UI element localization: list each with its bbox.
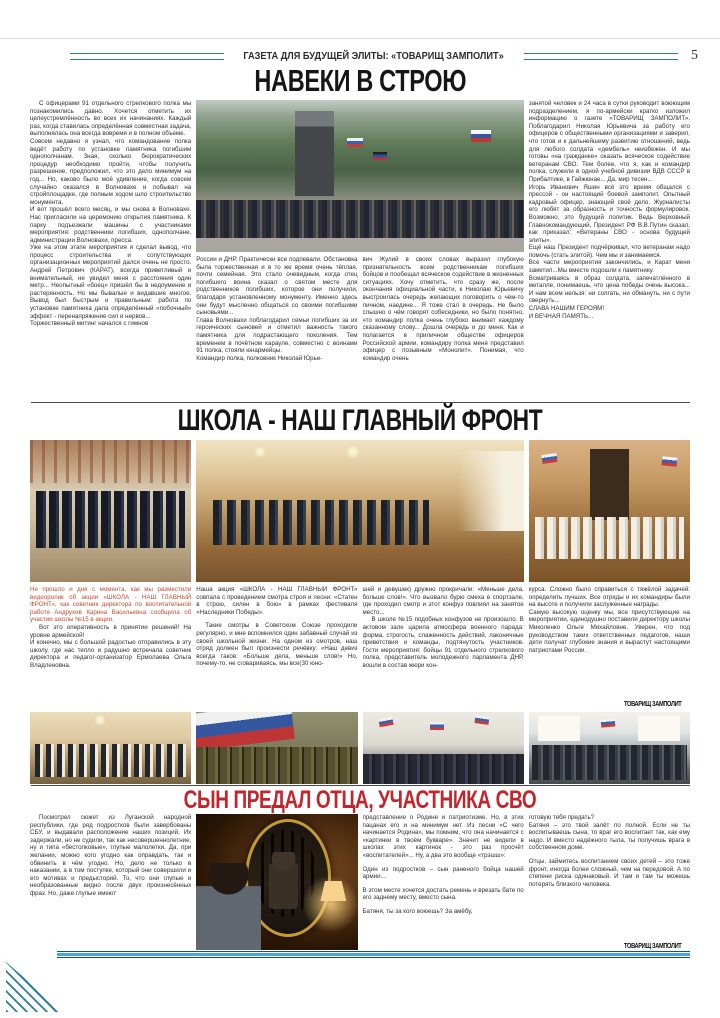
paragraph: занятой человек и 24 часа в сутки руководит воюющим подразделением, я по-армейски кратко изложил информацию о газете «ТОВАРИЩ ЗАМПОЛИТ». Поблагодарил Николая Юрьевича за работу его офицеров с общественными организациями и заверил, что готов и к дальнейшему развитию отношений, ведь для любого солдата «дембель» неизбежен. И мы готовы «на гражданке» оказать всяческое содействие ветеранам СВО. Тем более, что я, как и командир полка, служили в одной учебной дивизии ВДВ СССР в Прибалтике, в Гайжюнае... Да, мир тесен... bbox=[528, 100, 690, 183]
photo-school-gym-lineup bbox=[30, 440, 191, 582]
russia-flag bbox=[475, 715, 490, 725]
photo-crowd-with-flags bbox=[363, 712, 524, 784]
paragraph: Отцы, займитесь воспитанием своих детей – это тоже фронт, иногда более сложный, чем на передовой. А по степени риска одинаковый. И там и там ты можешь потерять близкого человека. bbox=[528, 857, 690, 888]
paragraph: Батяня – это твой залёт по полной. Если не ты воспитываешь сына, то враг его воспитает так, как ему надо. И вместо надёжного тыла, ты получишь врага в собственном доме. bbox=[528, 821, 690, 852]
paragraph: В школе №15 подобных конфузов не произошло. В актовом зале царила атмосфера военного парада: форма, строгость, слаженность действий, лаконичные приветствия и команды, подтянутость участников. Гости мероприятия: бойцы 91 отдельного стрелкового полка, представитель молодежного парламента ДНР, вошли в состав жюри кон- bbox=[362, 616, 524, 669]
group-row bbox=[532, 745, 687, 780]
paragraph: вич Жулий в своих словах выразил глубокую признательность всем родственникам погибших бойцов и пообещал всяческое содействие в жизненных ситуациях. Хочу отметить, что сразу же, после окончания официальной части, к Николаю Юрьевичу выстроилась очередь желающих поговорить о чём-то личном, наедине... Я тоже стал в очередь. Не было слышно о чём говорят собеседники, но было понятно, что командир полка очень глубоко внимает каждому сказанному слову... Дошла очередь и до меня. Как и полагается в приличном обществе офицеров Российской армии, командиру полка меня представил офицер с позывным «Монолит». Понимая, что командир очень bbox=[362, 256, 524, 362]
footer-rule bbox=[57, 951, 690, 958]
paragraph: Торжественный митинг начался с гимнов bbox=[30, 320, 149, 328]
russia-flag bbox=[662, 456, 678, 467]
article2-column-3 bbox=[363, 586, 524, 708]
page-top-edge-line bbox=[0, 38, 720, 39]
page-number: 5 bbox=[691, 48, 699, 63]
paragraph: И конечно, мы с большой радостью отправились в эту школу, где нас тепло и радушно встречала советник директора и педагог-организатор Ермолаева Ольга Владленовна. bbox=[30, 639, 192, 669]
pavement bbox=[196, 238, 524, 252]
gym-wall-bars bbox=[30, 440, 191, 483]
article1-column-3 bbox=[363, 256, 524, 402]
window bbox=[638, 716, 680, 740]
paragraph: представление о Родине и патриотизме. Но, в этих пацанах его и на минимум нет. Из песни «С чего начинается Родина», мы помним, что она начинается с «картинки в твоём букваре». Значит не видели в школах этих картинок - это раз просчёт «воспитателей»... Ну, а два это вообще «трэшш»: bbox=[362, 814, 524, 859]
article2-column-4 bbox=[529, 586, 690, 708]
cadets-row bbox=[196, 747, 357, 784]
article-naveki-v-stroyu bbox=[30, 100, 690, 402]
headline-naveki-v-stroyu: НАВЕКИ В СТРОЮ bbox=[254, 63, 466, 98]
article1-column-2 bbox=[196, 256, 357, 402]
paragraph: Командир полка, полковник Николай Юрье- bbox=[196, 354, 323, 362]
masthead-rule-left bbox=[70, 53, 224, 60]
photo-cadets-with-flag bbox=[196, 712, 357, 784]
chandelier bbox=[95, 715, 105, 725]
paragraph: России и ДНР. Практически все подпевали. Обстановка была торжественная и в то же время очень тёплая, почти семейная. Это стало очевидным, когда отец погибшего воина сказал о святом месте для родственников погибших, которое они получили, благодаря установленному монументу. Именно здесь они будут мысленно общаться со своими погибшими сыновьями... bbox=[196, 256, 358, 317]
paragraph: Один из подростков – сын раненого бойца нашей армии... bbox=[362, 865, 524, 881]
chandelier bbox=[255, 447, 265, 457]
headline-syn-predal-otca: СЫН ПРЕДАЛ ОТЦА, УЧАСТНИКА СВО bbox=[183, 786, 537, 814]
crowd bbox=[196, 200, 524, 238]
masthead-title: ГАЗЕТА ДЛЯ БУДУЩЕЙ ЭЛИТЫ: «ТОВАРИЩ ЗАМПОЛИТ» bbox=[243, 50, 505, 62]
photo-hall-performance bbox=[30, 712, 191, 784]
paragraph: Наша акция «ШКОЛА - НАШ ГЛАВНЫЙ ФРОНТ» совпала с проведением смотра строя и песни: «Статен в строю, силен в бою» в рамках фестиваля «Наследники Победы». bbox=[196, 586, 358, 616]
window bbox=[538, 716, 580, 740]
students-row bbox=[36, 491, 184, 548]
photo-students-on-stage bbox=[529, 440, 690, 582]
article2-column-2 bbox=[196, 586, 357, 708]
paragraph: И ВЕЧНАЯ ПАМЯТЬ... bbox=[528, 312, 594, 320]
russia-flag bbox=[430, 722, 444, 730]
russia-flag bbox=[471, 130, 491, 142]
article3-column-1 bbox=[30, 814, 191, 950]
article2-column-1 bbox=[30, 586, 191, 708]
chandelier bbox=[347, 446, 359, 458]
paragraph: готовую тебя предать? bbox=[528, 814, 595, 821]
paragraph: Батяня, ты за кого воюешь? За амёбу, bbox=[362, 907, 473, 915]
paragraph: Самую высокую оценку мы, все присутствующие на мероприятии, единодушно поставили директору школы Миколенко Ольге Михайловне. Уверен, что под руководством таких ответственных педагогов, наши дети получат глубокие знания и вырастут настоящими патриотами России. bbox=[528, 608, 690, 654]
section-divider bbox=[31, 402, 690, 403]
masthead-rule-right bbox=[524, 53, 678, 60]
lead-paragraph: Не прошло и дня с момента, как мы разместили видеоролик об акции «ШКОЛА - НАШ ГЛАВНЫЙ ФРОНТ», как советник директора по воспитательной работе Андрухив Карина Васильевна сообщила об участии школы №15 в акции. bbox=[30, 586, 192, 624]
russia-flag bbox=[601, 719, 616, 728]
article-syn-predal-otca bbox=[30, 814, 690, 950]
doorway bbox=[590, 449, 629, 520]
paragraph: курса. Сложно было справиться с тяжёлой задачей: определить лучших. Все отряды и их командиры были на высоте и получили заслуженные награды. bbox=[528, 586, 690, 609]
crowd bbox=[363, 754, 524, 784]
masthead bbox=[30, 48, 698, 64]
headline-shkola-nash-glavny-front: ШКОЛА - НАШ ГЛАВНЫЙ ФРОНТ bbox=[177, 404, 543, 437]
photo-group-with-flags bbox=[529, 712, 690, 784]
corner-stripes-decoration bbox=[6, 962, 64, 1012]
paragraph: Все части мероприятия закончились, и Карат меня заметил...Мы вместе подошли к памятнику. bbox=[528, 259, 690, 275]
paragraph: Совсем недавно я узнал, что командование полка ведёт работу по установке памятника погибшим однополчанам. Зная, сколько бюрократических процедур необходимо пройти, чтобы получить разрешение, предположил, что это дело минимум на год... Но, каково было моё удивление, когда совсем случайно оказался в Волновахе и побывал на стройплощадке, где полным ходом шло строительство монумента. bbox=[30, 137, 192, 206]
paragraph: Вот это оперативность в принятии решений! На уровне армейской! bbox=[30, 623, 192, 639]
paragraph: Посмотрел сюжет из Луганской народной республики, где ряд подростков были завербованы СБУ, и выдавали расположение наших позиций. Их задержали, но не судили, так как несовершеннолетние, ну и типа «бестолковые», глупые малолетки. Да, при желании, можно кого угодно как оправдать, так и обвинить в чём угодно. Но, дело не только в наказании, а в том поступке, который они совершили и его мотивах и предысторий. То, что они глупые и необразованные видно после двух произнесённых фраз. Но, даже глупые имеют bbox=[30, 814, 192, 897]
russia-flag bbox=[196, 712, 295, 751]
paragraph: И вот прошёл всего месяц, и мы снова в Волновахе. Нас пригласили на церемонию открытия памятника. К парку подъезжали машины с участниками мероприятия: родственники погибших, однополчане, администрации Волновахи, пресса. bbox=[30, 206, 192, 244]
paragraph: С офицерами 91 отдельного стрелкового полка мы познакомились давно. Хочется отметить их целеустремлённость во всех их начинаниях. Каждый раз, когда ставилась определённая совместная задача, выполнялась она всегда вовремя и в полном объеме. bbox=[30, 100, 192, 138]
article3-column-4 bbox=[529, 814, 690, 950]
photo-monument-ceremony bbox=[196, 100, 524, 252]
paragraph: В этом месте хочется достать ремень и врезать бате по его заднему месту, вместо сына. bbox=[362, 886, 524, 902]
russia-flag bbox=[541, 453, 557, 464]
man-silhouette bbox=[196, 863, 261, 950]
photo-assembly-hall-parade bbox=[196, 440, 524, 582]
photo-man-before-mirror bbox=[196, 814, 357, 950]
article3-column-3 bbox=[363, 814, 524, 950]
russia-flag bbox=[378, 717, 393, 727]
russia-flag bbox=[347, 138, 363, 147]
soldier-silhouette bbox=[269, 852, 298, 909]
article1-column-4 bbox=[529, 100, 690, 402]
paragraph: СЛАВА НАШИМ ГЕРОЯМ! bbox=[528, 305, 605, 313]
window-light bbox=[458, 451, 524, 531]
paragraph: шей и девушек) дружно прокричали: «Меньше дела, больше слов!». Что вызвало бурю смеха в спортзале, где проходил смотр и этот конфуз повлиял на занятое место... bbox=[362, 586, 524, 616]
students-row bbox=[213, 500, 429, 545]
people-row bbox=[35, 744, 187, 777]
article-shkola-front bbox=[30, 440, 690, 784]
paragraph: Игорь Иванович Яшин всё это время общался с прессой - он настоящий боевой замполит. Опытный кадровый офицер, знающий своё дело. Журналисты его любят за образность и точность формулировок. Возможно, это будущий политик. Ведь Верховный Главнокомандующий, Президент РФ В.В.Путин сказал, как приказал: «Ветераны СВО - основа будущей элиты». bbox=[528, 183, 690, 244]
paragraph: Уже на этом этапе мероприятия я сделал вывод, что процесс строительства и сопутствующих организационных мероприятий дался очень не просто. Андрей Петрович (КАРАТ), всегда приветливый и внимательный, не увидел меня с расстояния один метр... Неопытный «боец» пришёл бы в недоумение и растерянность. Но мы бывалые и видавшие многое. Вывод был быстрым и правильным: работа по установке памятника дала определённый «побочный» эффект - перенапряжение сил и нервов... bbox=[30, 244, 192, 320]
monument bbox=[295, 111, 334, 196]
article-signature: ТОВАРИЩ ЗАМПОЛИТ bbox=[623, 699, 681, 708]
paragraph: Всматриваясь в образ солдата, запечатлённого в металле, понимаешь, что цена победы очень высока... И нам всем нельзя: ни солгать, ни обмануть, ни с пути свернуть... bbox=[528, 274, 690, 305]
paragraph: Ещё наш Президент подчёркивал, что ветеранам надо помочь (стать элитой). Чем мы и занимаемся. bbox=[528, 244, 690, 259]
article-signature: ТОВАРИЩ ЗАМПОЛИТ bbox=[623, 941, 681, 950]
article1-column-1 bbox=[30, 100, 191, 402]
paragraph: Такие смотры в Советском Союзе проходили регулярно, и мне вспомнился один забавный случай из своей школьной жизни. На одном из смотров, наш отряд должен был произнести речёвку: «Наш девиз всегда таков: «Больше дела, меньше слов!» Но, почему-то, не сговариваясь, мы все(30 юно- bbox=[196, 622, 358, 668]
dnr-flag bbox=[373, 152, 387, 160]
students-row bbox=[535, 517, 683, 560]
paragraph: Глава Волновахи поблагодарил семьи погибших за их героических сыновей и отметил важность такого памятника для подрастающего поколения. Тем временем в почётном карауле, совместно с воинами 91 полка, стояли юнармейцы. bbox=[196, 316, 358, 355]
